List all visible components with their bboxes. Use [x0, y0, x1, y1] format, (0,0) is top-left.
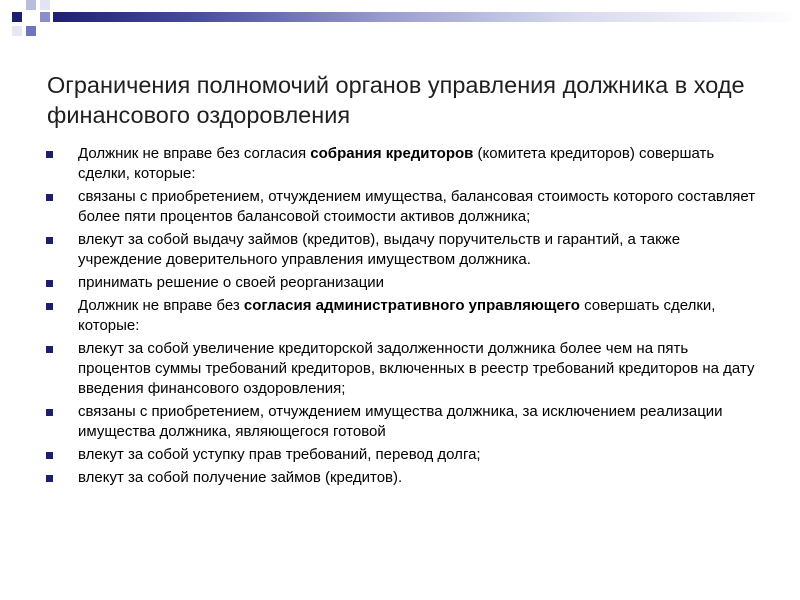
decor-square	[12, 26, 22, 36]
bullet-text: Должник не вправе без	[78, 297, 244, 314]
bullet-item	[44, 339, 764, 399]
decor-square	[26, 0, 36, 10]
decor-square	[12, 12, 22, 22]
square-bullet-icon	[46, 303, 53, 310]
square-bullet-icon	[46, 346, 53, 353]
square-bullet-icon	[46, 237, 53, 244]
bullet-item	[44, 230, 764, 270]
square-bullet-icon	[46, 194, 53, 201]
decor-square	[26, 26, 36, 36]
square-bullet-icon	[46, 452, 53, 459]
bullet-text: связаны с приобретением, отчуждением имущества, балансовая стоимость которого составляет более пяти процентов балансовой стоимости активов должника;	[78, 188, 756, 225]
bullet-item	[44, 296, 764, 336]
square-bullet-icon	[46, 409, 53, 416]
bullet-bold-text: согласия административного управляющего	[243, 297, 580, 314]
bullet-item	[44, 187, 764, 227]
bullet-list	[44, 144, 764, 491]
bullet-item	[44, 144, 764, 184]
square-bullet-icon	[46, 151, 53, 158]
bullet-item	[44, 468, 764, 488]
bullet-bold-text: собрания кредиторов	[310, 145, 474, 162]
bullet-text: принимать решение о своей реорганизации	[78, 274, 385, 291]
bullet-text: Должник не вправе без согласия	[78, 145, 311, 162]
decor-square	[40, 12, 50, 22]
bullet-item	[44, 402, 764, 442]
bullet-text: влекут за собой уступку прав требований, перевод долга;	[78, 446, 481, 463]
slide-title: Ограничения полномочий органов управления должника в ходе финансового оздоровления	[47, 72, 745, 128]
bullet-item	[44, 445, 764, 465]
bullet-item	[44, 273, 764, 293]
bullet-text: совершать сделки, которые:	[78, 297, 716, 334]
bullet-text: связаны с приобретением, отчуждением имущества должника, за исключением реализации имущества должника, являющегося готовой	[78, 403, 723, 440]
decor-square	[40, 0, 50, 10]
bullet-text: влекут за собой получение займов (кредитов).	[78, 469, 403, 486]
square-bullet-icon	[46, 280, 53, 287]
top-gradient-bar	[53, 12, 800, 22]
square-bullet-icon	[46, 475, 53, 482]
bullet-text: (комитета кредиторов) совершать сделки, которые:	[78, 145, 715, 182]
bullet-text: влекут за собой выдачу займов (кредитов), выдачу поручительств и гарантий, а также учреждение доверительного управления имуществом должника.	[78, 231, 681, 268]
bullet-text: влекут за собой увеличение кредиторской задолженности должника более чем на пять процентов суммы требований кредиторов, включенных в реестр требований кредиторов на дату введения финансового оздоровления;	[78, 340, 755, 397]
